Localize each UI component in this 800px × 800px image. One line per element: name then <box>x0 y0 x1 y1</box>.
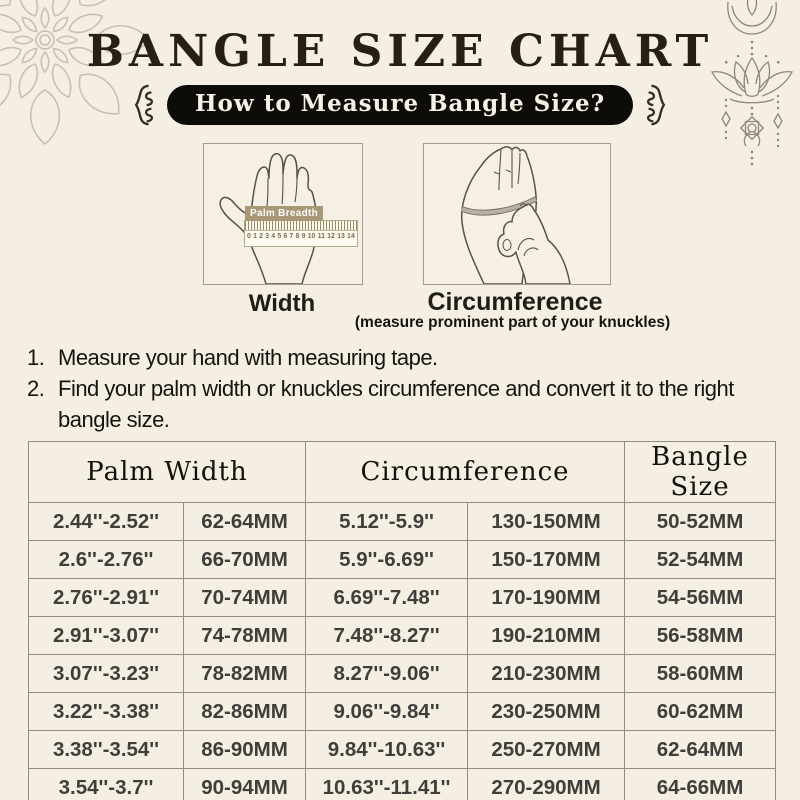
table-cell: 170-190MM <box>468 579 625 617</box>
how-to-measure-badge: How to Measure Bangle Size? <box>167 85 633 124</box>
ruler-numbers <box>245 231 357 240</box>
squiggle-bracket-icon <box>646 82 676 128</box>
table-cell: 60-62MM <box>625 693 776 731</box>
table-row <box>29 503 776 541</box>
table-cell: 62-64MM <box>184 503 306 541</box>
table-cell: 2.76''-2.91'' <box>29 579 184 617</box>
table-cell: 56-58MM <box>625 617 776 655</box>
measuring-ruler <box>244 220 358 247</box>
table-cell: 3.54''-3.7'' <box>29 769 184 800</box>
badge-row <box>0 82 800 128</box>
ruler-number: 10 <box>307 233 316 240</box>
table-cell: 2.44''-2.52'' <box>29 503 184 541</box>
ruler-number: 2 <box>259 233 264 240</box>
ruler-number: 0 <box>247 233 251 240</box>
bangle-size-table <box>28 441 776 800</box>
table-cell: 9.06''-9.84'' <box>306 693 468 731</box>
ruler-number: 9 <box>301 233 306 240</box>
table-row <box>29 617 776 655</box>
table-cell: 190-210MM <box>468 617 625 655</box>
table-cell: 230-250MM <box>468 693 625 731</box>
table-cell: 270-290MM <box>468 769 625 800</box>
instruction-number: 2. <box>27 376 45 401</box>
ruler-number: 1 <box>253 233 257 240</box>
table-cell: 86-90MM <box>184 731 306 769</box>
ruler-number: 13 <box>337 233 345 240</box>
width-caption: Width <box>248 290 316 317</box>
table-cell: 66-70MM <box>184 541 306 579</box>
circumference-caption: Circumference <box>427 288 603 316</box>
ruler-number: 8 <box>295 233 300 240</box>
table-row <box>29 579 776 617</box>
ruler-number: 6 <box>283 233 288 240</box>
table-cell: 8.27''-9.06'' <box>306 655 468 693</box>
table-cell: 130-150MM <box>468 503 625 541</box>
circumference-illustration <box>423 143 611 285</box>
table-cell: 62-64MM <box>625 731 776 769</box>
table-row <box>29 655 776 693</box>
ruler-number: 14 <box>347 233 355 240</box>
table-cell: 74-78MM <box>184 617 306 655</box>
circumference-note: (measure prominent part of your knuckles) <box>354 314 671 331</box>
table-cell: 5.12''-5.9'' <box>306 503 468 541</box>
instruction-text: Measure your hand with measuring tape. <box>58 345 438 370</box>
table-cell: 64-66MM <box>625 769 776 800</box>
ruler-number: 12 <box>327 233 335 240</box>
table-cell: 50-52MM <box>625 503 776 541</box>
ruler-ticks <box>245 221 357 231</box>
table-row <box>29 731 776 769</box>
instruction-item <box>27 342 751 373</box>
table-cell: 3.38''-3.54'' <box>29 731 184 769</box>
table-header-row <box>29 442 776 503</box>
table-cell: 78-82MM <box>184 655 306 693</box>
table-row <box>29 693 776 731</box>
table-cell: 7.48''-8.27'' <box>306 617 468 655</box>
table-cell: 2.6''-2.76'' <box>29 541 184 579</box>
instruction-item <box>27 373 751 435</box>
table-cell: 52-54MM <box>625 541 776 579</box>
palm-width-illustration <box>203 143 363 285</box>
ruler-number: 7 <box>289 233 294 240</box>
instructions-list <box>27 342 751 435</box>
header-bangle-size: Bangle Size <box>625 442 776 503</box>
table-cell: 250-270MM <box>468 731 625 769</box>
squiggle-bracket-icon <box>124 82 154 128</box>
table-cell: 10.63''-11.41'' <box>306 769 468 800</box>
table-cell: 54-56MM <box>625 579 776 617</box>
table-cell: 3.07''-3.23'' <box>29 655 184 693</box>
table-cell: 6.69''-7.48'' <box>306 579 468 617</box>
table-row <box>29 769 776 800</box>
header-palm-width: Palm Width <box>29 442 306 503</box>
table-cell: 3.22''-3.38'' <box>29 693 184 731</box>
ruler-number: 3 <box>265 233 270 240</box>
instruction-number: 1. <box>27 345 45 370</box>
ruler-number: 11 <box>317 233 325 240</box>
ruler-number: 5 <box>277 233 282 240</box>
size-table-body <box>29 503 776 800</box>
table-cell: 58-60MM <box>625 655 776 693</box>
table-cell: 2.91''-3.07'' <box>29 617 184 655</box>
table-cell: 5.9''-6.69'' <box>306 541 468 579</box>
instruction-text: Find your palm width or knuckles circumference and convert it to the right bangle size. <box>58 376 734 432</box>
table-cell: 210-230MM <box>468 655 625 693</box>
table-row <box>29 541 776 579</box>
table-cell: 150-170MM <box>468 541 625 579</box>
page-title: BANGLE SIZE CHART <box>86 26 714 77</box>
hand-with-tape-icon <box>424 144 610 284</box>
header-circumference: Circumference <box>306 442 625 503</box>
palm-breadth-label: Palm Breadth <box>245 206 323 221</box>
ruler-number: 4 <box>271 233 276 240</box>
table-cell: 70-74MM <box>184 579 306 617</box>
table-cell: 82-86MM <box>184 693 306 731</box>
table-cell: 9.84''-10.63'' <box>306 731 468 769</box>
table-cell: 90-94MM <box>184 769 306 800</box>
